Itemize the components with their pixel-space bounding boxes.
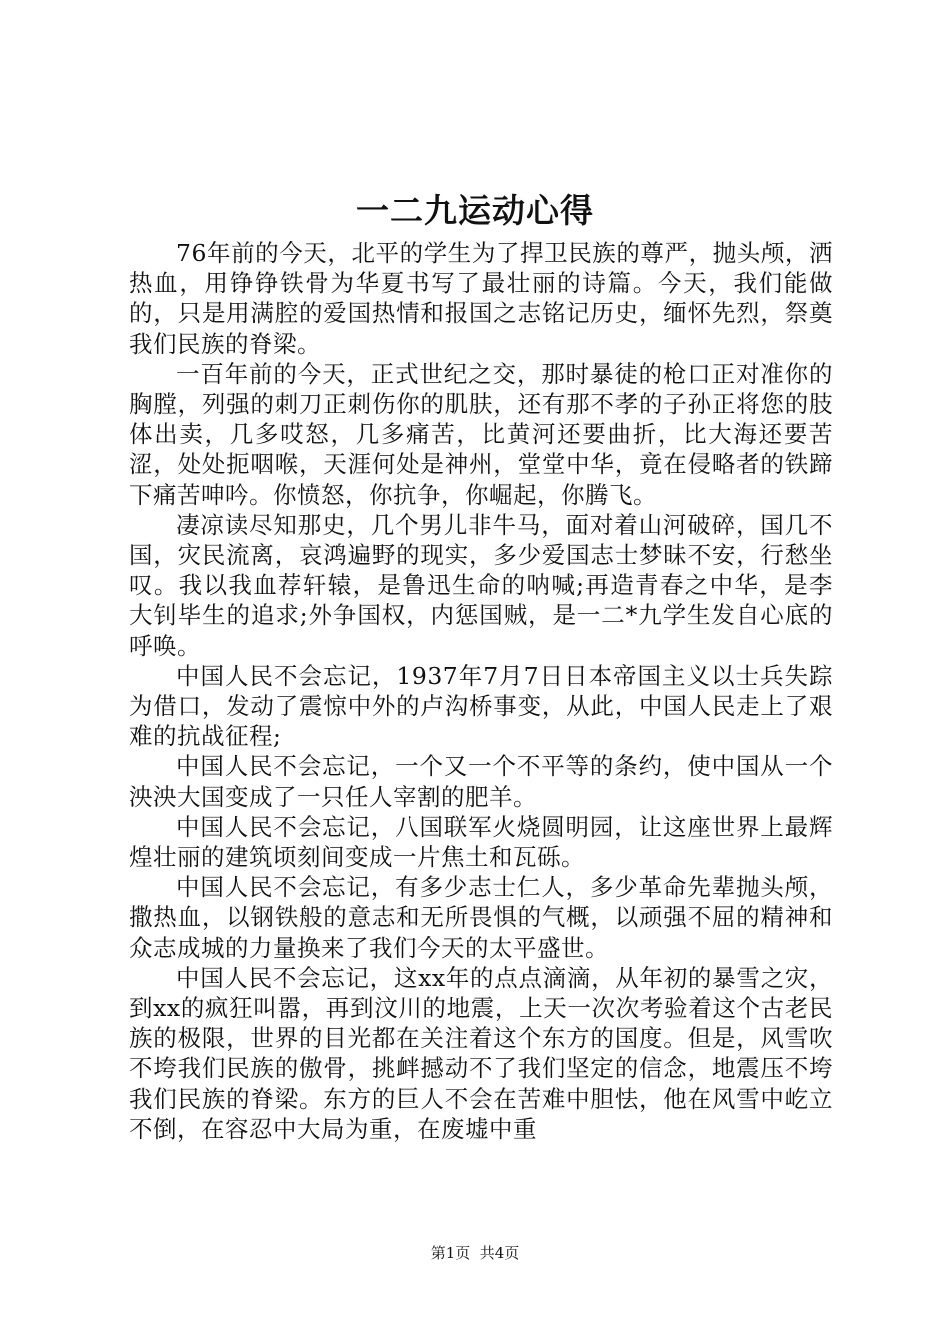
paragraph: 一百年前的今天，正式世纪之交，那时暴徒的枪口正对准你的胸膛，列强的刺刀正刺伤你的肌肤，还有那不孝的子孙正将您的肢体出卖，几多哎怒，几多痛苦，比黄河还要曲折，比大海还要苦涩，处处扼咽喉，天涯何处是神州，堂堂中华，竟在侵略者的铁蹄下痛苦呻吟。你愤怒，你抗争，你崛起，你腾飞。 (129, 359, 833, 509)
paragraph: 中国人民不会忘记，有多少志士仁人，多少革命先辈抛头颅，撒热血，以钢铁般的意志和无所畏惧的气概，以顽强不屈的精神和众志成城的力量换来了我们今天的太平盛世。 (129, 873, 833, 962)
paragraph: 76年前的今天，北平的学生为了捍卫民族的尊严，抛头颅，洒热血，用铮铮铁骨为华夏书写了最壮丽的诗篇。今天，我们能做的，只是用满腔的爱国热情和报国之志铭记历史，缅怀先烈，祭奠我们民族的脊梁。 (129, 239, 833, 358)
paragraph: 中国人民不会忘记，一个又一个不平等的条约，使中国从一个泱泱大国变成了一只任人宰割的肥羊。 (129, 752, 833, 811)
document-body (129, 238, 833, 1144)
paragraph: 中国人民不会忘记，这xx年的点点滴滴，从年初的暴雪之灾，到xx的疯狂叫嚣，再到汶川的地震，上天一次次考验着这个古老民族的极限，世界的目光都在关注着这个东方的国度。但是，风雪吹不垮我们民族的傲骨，挑衅撼动不了我们坚定的信念，地震压不垮我们民族的脊梁。东方的巨人不会在苦难中胆怯，他在风雪中屹立不倒，在容忍中大局为重，在废墟中重 (129, 963, 833, 1143)
page-footer (0, 1243, 950, 1263)
document-title: 一二九运动心得 (356, 191, 594, 230)
paragraph: 凄凉读尽知那史，几个男儿非牛马，面对着山河破碎，国几不国，灾民流离，哀鸿遍野的现实，多少爱国志士梦昧不安，行愁坐叹。我以我血荐轩辕，是鲁迅生命的呐喊;再造青春之中华，是李大钊毕生的追求;外争国权，内惩国贼，是一二*九学生发自心底的呼唤。 (129, 510, 833, 660)
paragraph: 中国人民不会忘记，八国联军火烧圆明园，让这座世界上最辉煌壮丽的建筑顷刻间变成一片焦土和瓦砾。 (129, 812, 833, 872)
page-number-label: 第1页 共4页 (430, 1244, 520, 1262)
paragraph: 中国人民不会忘记，1937年7月7日日本帝国主义以士兵失踪为借口，发动了震惊中外的卢沟桥事变，从此，中国人民走上了艰难的抗战征程; (129, 661, 833, 751)
